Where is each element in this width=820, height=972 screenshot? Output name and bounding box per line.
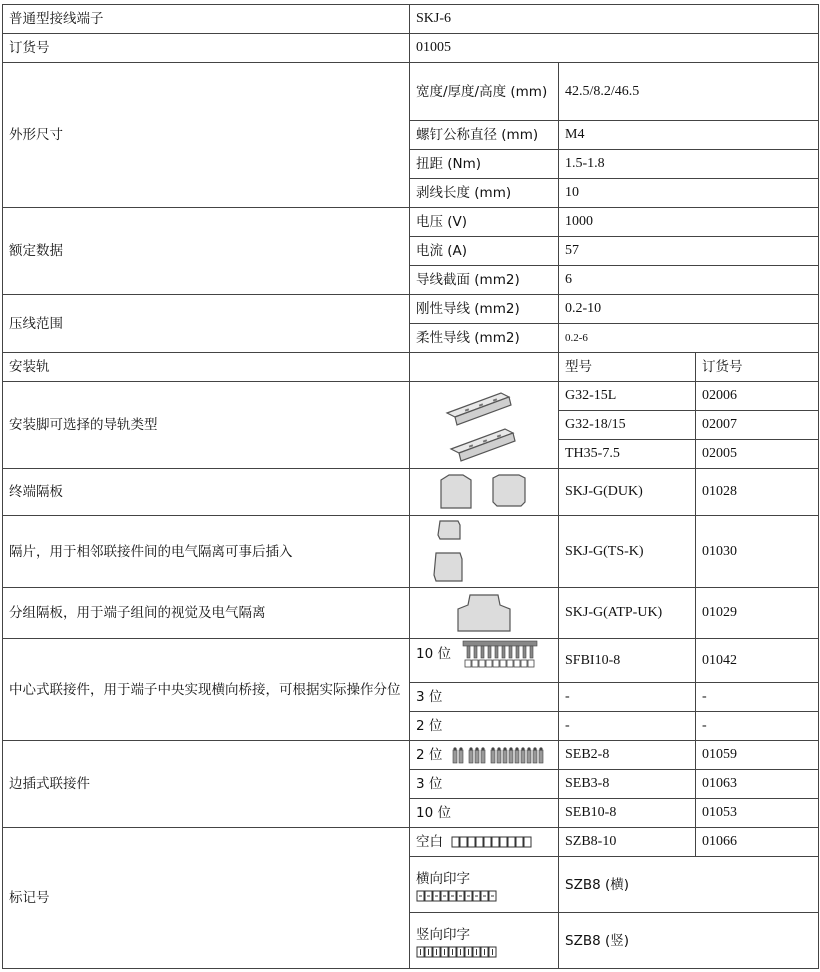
spacer-label: 隔片，用于相邻联接件间的电气隔离可事后插入: [3, 516, 410, 588]
center-bridge-pos-text: 2 位: [410, 712, 559, 741]
spacer-model: SKJ-G(TS-K): [559, 516, 696, 588]
dims-value: 10: [559, 179, 819, 208]
side-bridge-icon: [451, 746, 547, 764]
center-bridge-pos-text: 3 位: [410, 683, 559, 712]
side-bridge-order: 01059: [696, 741, 819, 770]
end-plate-image: [410, 469, 559, 516]
center-bridge-model: SFBI10-8: [559, 639, 696, 683]
side-bridge-pos: [410, 741, 559, 770]
side-bridge-model: SEB2-8: [559, 741, 696, 770]
rated-group-label: 额定数据: [3, 208, 410, 295]
product-label: 普通型接线端子: [3, 5, 410, 34]
rail-model: G32-18/15: [559, 411, 696, 440]
group-plate-image: [410, 588, 559, 639]
center-bridge-pos-text: 10 位: [416, 646, 451, 662]
side-bridge-pos-text: 10 位: [410, 799, 559, 828]
table-row: [3, 63, 819, 121]
side-bridge-order: 01063: [696, 770, 819, 799]
table-row: [3, 353, 819, 382]
table-row: [3, 34, 819, 63]
center-bridge-order: -: [696, 683, 819, 712]
table-row: [3, 382, 819, 411]
marker-type: [410, 913, 559, 969]
table-row: [3, 295, 819, 324]
crimp-label: 柔性导线 (mm2): [410, 324, 559, 353]
marker-model: SZB8-10: [559, 828, 696, 857]
rail-model: G32-15L: [559, 382, 696, 411]
side-bridge-model: SEB10-8: [559, 799, 696, 828]
rail-image: [410, 382, 559, 469]
dims-label: 宽度/厚度/高度 (mm): [410, 63, 559, 121]
crimp-value: 0.2-6: [559, 324, 819, 353]
center-bridge-order: -: [696, 712, 819, 741]
rated-label: 导线截面 (mm2): [410, 266, 559, 295]
group-plate-icon: [444, 591, 524, 635]
spacer-icon: [430, 519, 470, 585]
rail-header-label: 安装轨: [3, 353, 410, 382]
rated-label: 电压 (V): [410, 208, 559, 237]
crimp-label: 刚性导线 (mm2): [410, 295, 559, 324]
crimp-value: 0.2-10: [559, 295, 819, 324]
rail-order: 02006: [696, 382, 819, 411]
group-plate-model: SKJ-G(ATP-UK): [559, 588, 696, 639]
rated-value: 6: [559, 266, 819, 295]
center-bridge-model: -: [559, 683, 696, 712]
center-bridge-pos: [410, 639, 559, 683]
marker-type-text: 横向印字: [416, 870, 470, 887]
rated-value: 57: [559, 237, 819, 266]
spacer-order: 01030: [696, 516, 819, 588]
table-row: [3, 639, 819, 683]
marker-type: [410, 857, 559, 913]
order-header: 订货号: [696, 353, 819, 382]
spacer-image: [410, 516, 559, 588]
end-plate-model: SKJ-G(DUK): [559, 469, 696, 516]
table-row: [3, 588, 819, 639]
side-bridge-pos-text: 2 位: [416, 747, 443, 763]
table-row: [3, 208, 819, 237]
table-row: [3, 741, 819, 770]
table-row: [3, 469, 819, 516]
product-value: SKJ-6: [410, 5, 819, 34]
table-row: [3, 5, 819, 34]
order-value: 01005: [410, 34, 819, 63]
center-bridge-order: 01042: [696, 639, 819, 683]
rail-order: 02005: [696, 440, 819, 469]
side-bridge-label: 边插式联接件: [3, 741, 410, 828]
side-bridge-order: 01053: [696, 799, 819, 828]
marker-label: 标记号: [3, 828, 410, 969]
din-rail-icon: [439, 387, 529, 463]
marker-model: SZB8 (竖): [559, 913, 819, 969]
rail-order: 02007: [696, 411, 819, 440]
marker-order: 01066: [696, 828, 819, 857]
table-row: [3, 828, 819, 857]
center-bridge-icon: [459, 639, 539, 669]
crimp-group-label: 压线范围: [3, 295, 410, 353]
rated-label: 电流 (A): [410, 237, 559, 266]
dims-label: 螺钉公称直径 (mm): [410, 121, 559, 150]
spec-table: [2, 4, 819, 969]
marker-type: [410, 828, 559, 857]
horizontal-marker-icon: [416, 890, 498, 902]
dims-group-label: 外形尺寸: [3, 63, 410, 208]
rail-model: TH35-7.5: [559, 440, 696, 469]
order-label: 订货号: [3, 34, 410, 63]
rails-label: 安装脚可选择的导轨类型: [3, 382, 410, 469]
dims-value: 42.5/8.2/46.5: [559, 63, 819, 121]
marker-type-text: 竖向印字: [416, 926, 470, 943]
center-bridge-model: -: [559, 712, 696, 741]
rated-value: 1000: [559, 208, 819, 237]
side-bridge-model: SEB3-8: [559, 770, 696, 799]
dims-label: 剥线长度 (mm): [410, 179, 559, 208]
center-bridge-label: 中心式联接件，用于端子中央实现横向桥接，可根据实际操作分位: [3, 639, 410, 741]
blank-marker-icon: [451, 836, 533, 848]
side-bridge-pos-text: 3 位: [410, 770, 559, 799]
table-row: [3, 516, 819, 588]
marker-type-text: 空白: [416, 834, 443, 850]
end-plate-icon: [429, 472, 539, 512]
dims-value: 1.5-1.8: [559, 150, 819, 179]
group-plate-order: 01029: [696, 588, 819, 639]
group-plate-label: 分组隔板，用于端子组间的视觉及电气隔离: [3, 588, 410, 639]
marker-model: SZB8 (横): [559, 857, 819, 913]
dims-label: 扭距 (Nm): [410, 150, 559, 179]
empty-cell: [410, 353, 559, 382]
end-plate-label: 终端隔板: [3, 469, 410, 516]
vertical-marker-icon: [416, 946, 498, 958]
model-header: 型号: [559, 353, 696, 382]
end-plate-order: 01028: [696, 469, 819, 516]
dims-value: M4: [559, 121, 819, 150]
